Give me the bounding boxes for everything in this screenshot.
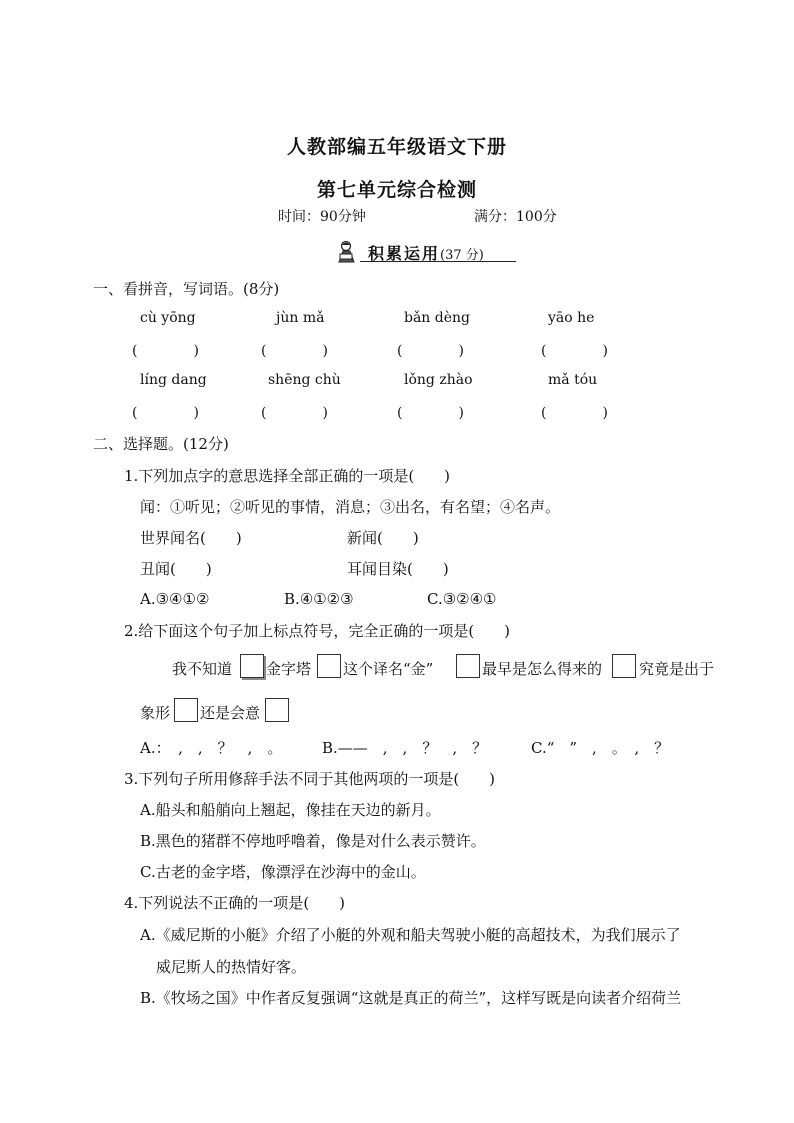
banner-label: 积累运用: [368, 244, 441, 263]
punctuation-box[interactable]: [174, 698, 198, 722]
pinyin-1: cù yōng: [140, 310, 196, 326]
punctuation-box[interactable]: [317, 654, 341, 678]
q1-option-c[interactable]: C.③②④①: [427, 590, 497, 608]
q4-option-b[interactable]: B.《牧场之国》中作者反复强调“这就是真正的荷兰”，这样写既是向读者介绍荷兰: [140, 989, 682, 1007]
time-limit: 时间：90分钟: [278, 209, 366, 225]
q1-stem: 1.下列加点字的意思选择全部正确的一项是( ): [124, 467, 451, 485]
exam-subtitle: 第七单元综合检测: [316, 179, 477, 201]
punctuation-box[interactable]: [612, 654, 636, 678]
pinyin-6: shēng chù: [268, 372, 341, 388]
q2-sentence-part: 象形: [140, 704, 171, 722]
punctuation-box[interactable]: [265, 698, 289, 722]
q1-option-a[interactable]: A.③④①②: [140, 590, 210, 608]
pinyin-2: jùn mǎ: [276, 310, 325, 326]
q2-option-a[interactable]: A.： , , ？ , 。: [140, 739, 283, 757]
punctuation-box[interactable]: [240, 654, 264, 678]
answer-blank[interactable]: ( ): [132, 343, 199, 359]
section1-heading: 一、看拼音，写词语。(8分): [93, 280, 280, 298]
banner-points: (37 分): [440, 248, 484, 263]
q2-sentence-part: 还是会意: [200, 704, 261, 722]
q2-option-b[interactable]: B.—— , , ？ , ？: [322, 739, 488, 757]
q4-option-a[interactable]: A.《威尼斯的小艇》介绍了小艇的外观和船夫驾驶小艇的高超技术，为我们展示了: [140, 926, 681, 944]
exam-title: 人教部编五年级语文下册: [286, 136, 507, 158]
pinyin-3: bǎn dèng: [404, 310, 471, 326]
pinyin-7: lǒng zhào: [404, 372, 473, 388]
q3-option-c[interactable]: C.古老的金字塔，像漂浮在沙海中的金山。: [140, 863, 426, 881]
answer-blank[interactable]: ( ): [541, 343, 608, 359]
q2-stem: 2.给下面这个句子加上标点符号，完全正确的一项是( ): [124, 622, 511, 640]
section-banner: [330, 240, 516, 264]
punctuation-box[interactable]: [456, 654, 480, 678]
answer-blank[interactable]: ( ): [541, 405, 608, 421]
q1-word-1[interactable]: 世界闻名( ): [140, 529, 242, 547]
answer-blank[interactable]: ( ): [397, 405, 464, 421]
q3-option-a[interactable]: A.船头和船艄向上翘起，像挂在天边的新月。: [140, 801, 441, 819]
answer-blank[interactable]: ( ): [397, 343, 464, 359]
q1-word-4[interactable]: 耳闻目染( ): [347, 560, 449, 578]
q2-option-c[interactable]: C.“ ” , 。 , ？: [531, 739, 670, 757]
q2-sentence-part: 究竟是出于: [639, 660, 715, 678]
q2-sentence-part: 这个译名“金”: [343, 660, 434, 678]
pinyin-8: mǎ tóu: [548, 372, 598, 388]
student-reading-icon: [334, 240, 360, 264]
q1-word-2[interactable]: 新闻( ): [347, 529, 419, 547]
answer-blank[interactable]: ( ): [261, 405, 328, 421]
q2-sentence-part: 最早是怎么得来的: [482, 660, 603, 678]
q3-stem: 3.下列句子所用修辞手法不同于其他两项的一项是( ): [124, 770, 496, 788]
banner-underline: [360, 261, 516, 262]
full-score: 满分：100分: [474, 209, 557, 225]
q1-option-b[interactable]: B.④①②③: [284, 590, 354, 608]
q4-stem: 4.下列说法不正确的一项是( ): [124, 894, 346, 912]
pinyin-4: yāo he: [548, 310, 595, 326]
section2-heading: 二、选择题。(12分): [93, 435, 229, 453]
q1-definition: 闻：①听见；②听见的事情，消息；③出名，有名望；④名声。: [140, 498, 561, 516]
pinyin-5: líng dang: [140, 372, 207, 388]
q3-option-b[interactable]: B.黑色的猪群不停地呼噜着，像是对什么表示赞许。: [140, 832, 486, 850]
q2-sentence-part: 我不知道: [172, 660, 233, 678]
answer-blank[interactable]: ( ): [261, 343, 328, 359]
answer-blank[interactable]: ( ): [132, 405, 199, 421]
q1-word-3[interactable]: 丑闻( ): [140, 560, 212, 578]
q2-sentence-part: 金字塔: [266, 660, 312, 678]
q4-option-a-continued: 威尼斯人的热情好客。: [156, 958, 307, 976]
